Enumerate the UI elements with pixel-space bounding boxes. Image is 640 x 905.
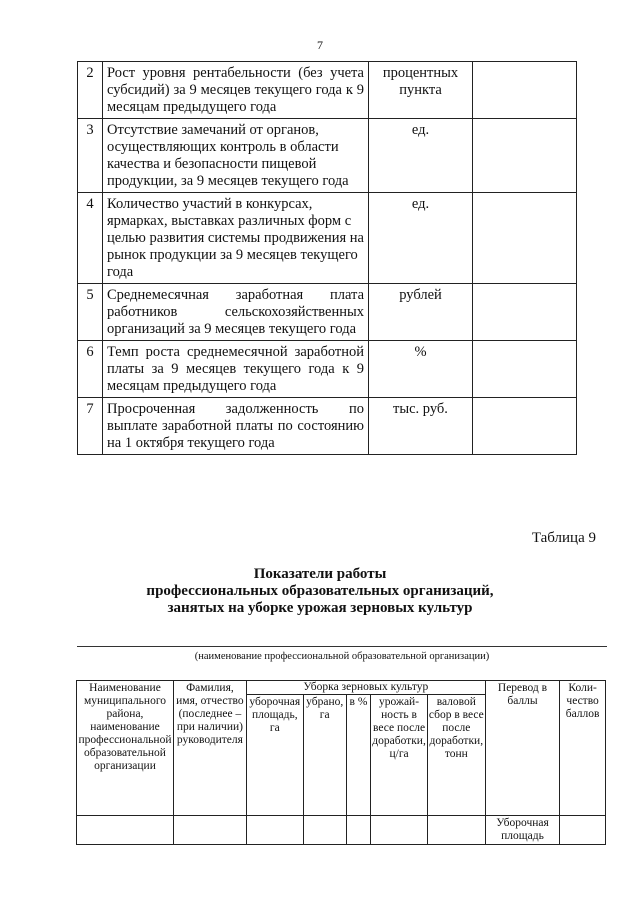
indicator-unit: рублей <box>369 284 473 341</box>
cell <box>371 816 428 845</box>
row-number: 7 <box>78 398 103 455</box>
indicator-value <box>473 193 577 284</box>
title-line: профессиональных образовательных организаций, <box>146 583 494 599</box>
row-number: 6 <box>78 341 103 398</box>
table-label: Таблица 9 <box>531 530 596 546</box>
results-table <box>76 680 606 845</box>
title-line: занятых на уборке урожая зерновых культур <box>167 600 473 616</box>
header-points: Перевод в баллы <box>485 681 559 816</box>
cell <box>346 816 371 845</box>
indicator-text: Среднемесячная заработная плата работников сельскохозяйственных организаций за 9 месяцев текущего года <box>103 284 369 341</box>
header-harvest-group: Уборка зерновых культур <box>246 681 485 695</box>
header-harvested: убрано, га <box>303 695 346 816</box>
header-points-count: Коли-чество баллов <box>560 681 606 816</box>
cell <box>246 816 303 845</box>
indicator-unit: ед. <box>369 193 473 284</box>
points-cell: Уборочная площадь <box>485 816 559 845</box>
row-number: 2 <box>78 62 103 119</box>
cell <box>303 816 346 845</box>
header-yield: урожай-ность в весе после доработки, ц/га <box>371 695 428 816</box>
row-number: 3 <box>78 119 103 193</box>
header-percent: в % <box>346 695 371 816</box>
indicator-unit: % <box>369 341 473 398</box>
cell <box>427 816 485 845</box>
indicator-text: Отсутствие замечаний от органов, осуществляющих контроль в области качества и безопасности пищевой продукции, за 9 месяцев текущего года <box>103 119 369 193</box>
header-harvest-area: уборочная площадь, га <box>246 695 303 816</box>
table-row <box>78 62 577 119</box>
row-number: 5 <box>78 284 103 341</box>
table-row <box>78 341 577 398</box>
header-row <box>77 681 606 695</box>
indicator-unit: ед. <box>369 119 473 193</box>
indicators-table <box>77 61 577 455</box>
table-title <box>0 566 640 617</box>
indicator-value <box>473 341 577 398</box>
indicator-value <box>473 119 577 193</box>
table-row <box>78 398 577 455</box>
indicator-unit: процентных пункта <box>369 62 473 119</box>
cell <box>560 816 606 845</box>
table-row <box>78 193 577 284</box>
indicator-unit: тыс. руб. <box>369 398 473 455</box>
indicator-text: Темп роста среднемесячной заработной платы за 9 месяцев текущего года к 9 месяцам предыдущего года <box>103 341 369 398</box>
table-row <box>77 816 606 845</box>
cell <box>77 816 174 845</box>
organization-name-caption: (наименование профессиональной образовательной организации) <box>194 651 490 662</box>
header-municipality: Наименование муниципального района, наименование профессиональной образовательной организации <box>77 681 174 816</box>
page-number: 7 <box>317 38 323 52</box>
organization-name-line <box>77 646 607 647</box>
row-number: 4 <box>78 193 103 284</box>
indicator-text: Количество участий в конкурсах, ярмарках, выставках различных форм с целью развития системы продвижения на рынок продукции за 9 месяцев текущего года <box>103 193 369 284</box>
indicator-text: Рост уровня рентабельности (без учета субсидий) за 9 месяцев текущего года к 9 месяцам предыдущего года <box>103 62 369 119</box>
header-gross: валовой сбор в весе после доработки, тонн <box>427 695 485 816</box>
indicator-value <box>473 398 577 455</box>
indicator-text: Просроченная задолженность по выплате заработной платы по состоянию на 1 октября текущего года <box>103 398 369 455</box>
indicator-value <box>473 284 577 341</box>
indicator-value <box>473 62 577 119</box>
table-row <box>78 119 577 193</box>
cell <box>173 816 246 845</box>
title-line: Показатели работы <box>253 566 387 582</box>
header-head-name: Фамилия, имя, отчество (последнее – при наличии) руководителя <box>173 681 246 816</box>
table-row <box>78 284 577 341</box>
